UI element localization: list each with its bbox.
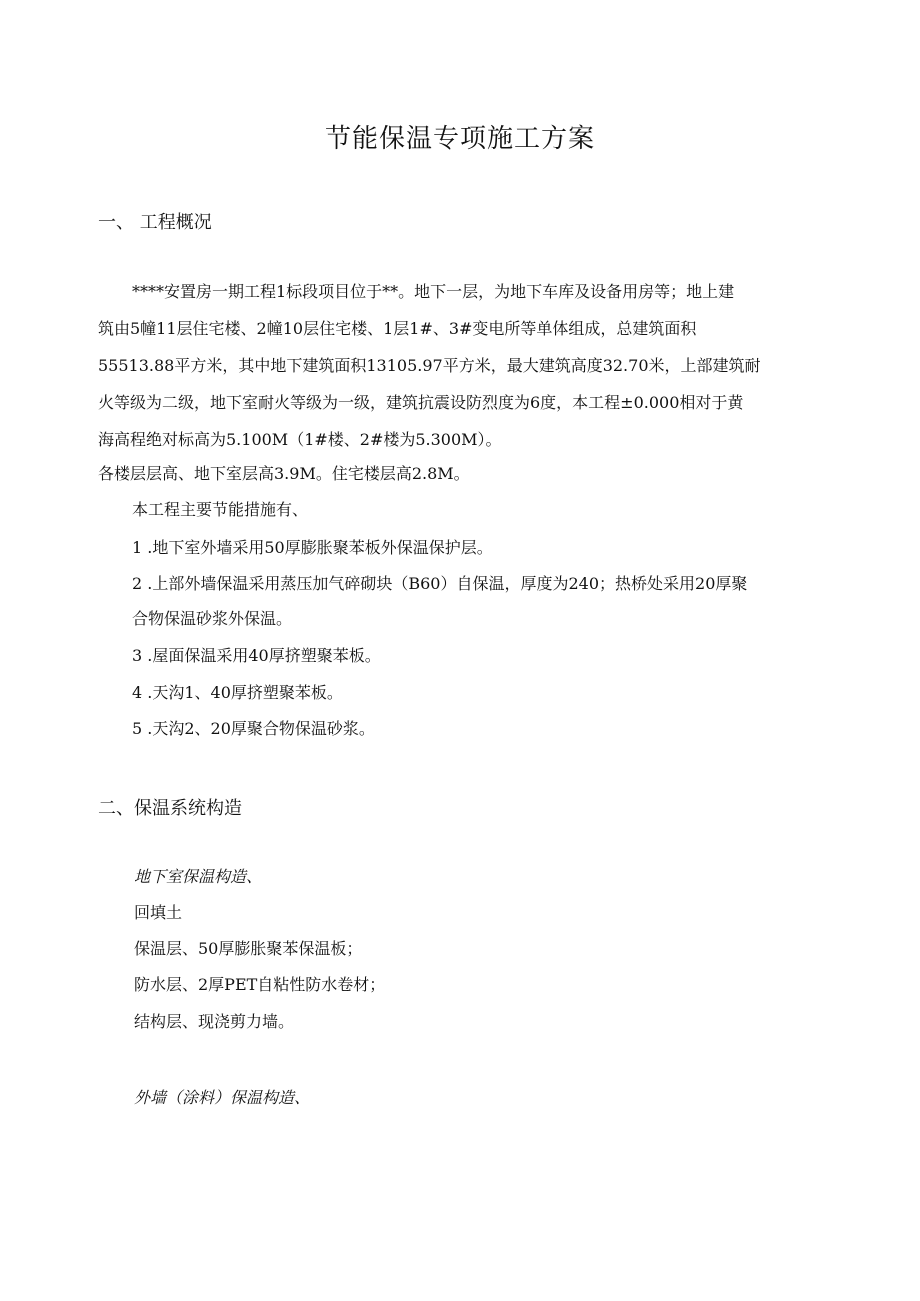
overview-line-2: 筑由5幢11层住宅楼、2幢10层住宅楼、1层1#、3#变电所等单体组成，总建筑面积	[98, 319, 697, 338]
basement-layer-4: 结构层、现浇剪力墙。	[134, 1012, 295, 1031]
section-heading-overview: 一、 工程概况	[98, 212, 212, 233]
floor-heights-text: 各楼层层高、地下室层高3.9M。住宅楼层高2.8M。	[98, 464, 470, 483]
measure-item-2: 2 .上部外墙保温采用蒸压加气碎砌块（B60）自保温，厚度为240；热桥处采用20厚聚	[132, 574, 748, 593]
overview-line-4: 火等级为二级，地下室耐火等级为一级，建筑抗震设防烈度为6度，本工程±0.000相对于黄	[98, 393, 744, 412]
measure-item-1: 1 .地下室外墙采用50厚膨胀聚苯板外保温保护层。	[132, 538, 493, 557]
basement-layer-2: 保温层、50厚膨胀聚苯保温板；	[134, 939, 363, 958]
measure-item-5: 5 .天沟2、20厚聚合物保温砂浆。	[132, 719, 375, 738]
measure-item-2-cont: 合物保温砂浆外保温。	[132, 609, 293, 628]
document-title: 节能保温专项施工方案	[324, 124, 595, 154]
section-heading-structure: 二、保温系统构造	[98, 798, 242, 819]
basement-layer-3: 防水层、2厚PET自粘性防水卷材；	[134, 975, 386, 994]
measure-item-4: 4 .天沟1、40厚挤塑聚苯板。	[132, 683, 343, 702]
measures-intro: 本工程主要节能措施有、	[132, 500, 309, 519]
basement-structure-title: 地下室保温构造、	[134, 867, 263, 886]
overview-line-5: 海高程绝对标高为5.100M（1#楼、2#楼为5.300M）。	[98, 430, 502, 449]
basement-layer-1: 回填土	[134, 903, 183, 922]
overview-line-3: 55513.88平方米，其中地下建筑面积13105.97平方米，最大建筑高度32.70米，上部建筑耐	[98, 356, 761, 375]
measure-item-3: 3 .屋面保温采用40厚挤塑聚苯板。	[132, 646, 381, 665]
overview-line-1: ****安置房一期工程1标段项目位于**。地下一层，为地下车库及设备用房等；地上建	[132, 282, 735, 301]
exterior-wall-structure-title: 外墙（涂料）保温构造、	[134, 1088, 311, 1107]
